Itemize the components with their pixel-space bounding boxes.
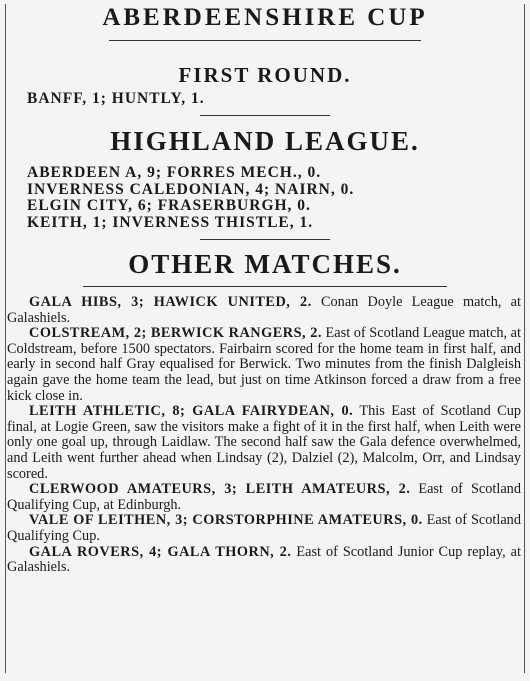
match-body: This East of Scotland Cup final, at Logie Green, saw the visitors make a fight of it in the first half, when Leith were only one goal up, through Laidlaw. The second half saw the Gala defence overwhelmed, and Leith went further ahead when Lindsay (2), Dalziel (2), Malcolm, Orr, and Lindsay scored. (7, 403, 521, 482)
newspaper-column (5, 4, 525, 673)
match-body: East of Scotland League match, at Coldstream, before 1500 spectators. Fairbairn scored for the home team in first half, and early in second half Gray equalised for Berwick. Two minutes from the finish Dalgleish again gave the home team the lead, but just on time Atkinson forced a draw from a free kick close in. (7, 325, 521, 404)
match-headline: LEITH ATHLETIC, 8; GALA FAIRYDEAN, 0. (29, 403, 354, 420)
divider (83, 286, 447, 287)
match-report (5, 404, 525, 482)
match-headline: GALA HIBS, 3; HAWICK UNITED, 2. (29, 294, 312, 310)
league-result: INVERNESS CALEDONIAN, 4; NAIRN, 0. (27, 180, 355, 198)
league-result: ELGIN CITY, 6; FRASERBURGH, 0. (27, 197, 311, 214)
match-report (5, 545, 525, 576)
match-body: East of Scotland Qualifying Cup. (7, 512, 521, 544)
match-body: East of Scotland Qualifying Cup, at Edinburgh. (7, 481, 521, 513)
match-headline: VALE OF LEITHEN, 3; CORSTORPHINE AMATEURS, 0. (29, 512, 423, 529)
league-result: ABERDEEN A, 9; FORRES MECH., 0. (27, 164, 322, 181)
other-matches-heading: OTHER MATCHES. (128, 249, 402, 279)
divider (200, 239, 330, 240)
league-result: KEITH, 1; INVERNESS THISTLE, 1. (27, 213, 314, 231)
match-report (5, 482, 525, 513)
cup-result: BANFF, 1; HUNTLY, 1. (27, 90, 205, 107)
match-report (5, 295, 525, 326)
match-body: Conan Doyle League match, at Galashiels. (7, 294, 521, 326)
highland-league-heading: HIGHLAND LEAGUE. (110, 126, 420, 156)
column-rule-left (5, 4, 6, 673)
divider (109, 40, 421, 41)
match-report (5, 513, 525, 544)
match-headline: CLERWOOD AMATEURS, 3; LEITH AMATEURS, 2. (29, 481, 411, 498)
match-body: East of Scotland Junior Cup replay, at Galashiels. (7, 543, 521, 576)
column-rule-right (524, 4, 525, 673)
divider (200, 115, 330, 116)
first-round-heading: FIRST ROUND. (178, 63, 352, 87)
match-headline: GALA ROVERS, 4; GALA THORN, 2. (29, 543, 292, 560)
aberdeenshire-cup-heading: ABERDEENSHIRE CUP (102, 4, 428, 31)
match-reports (5, 295, 525, 576)
match-headline: COLSTREAM, 2; BERWICK RANGERS, 2. (29, 325, 322, 342)
match-report (5, 326, 525, 404)
highland-league-results (5, 165, 525, 231)
